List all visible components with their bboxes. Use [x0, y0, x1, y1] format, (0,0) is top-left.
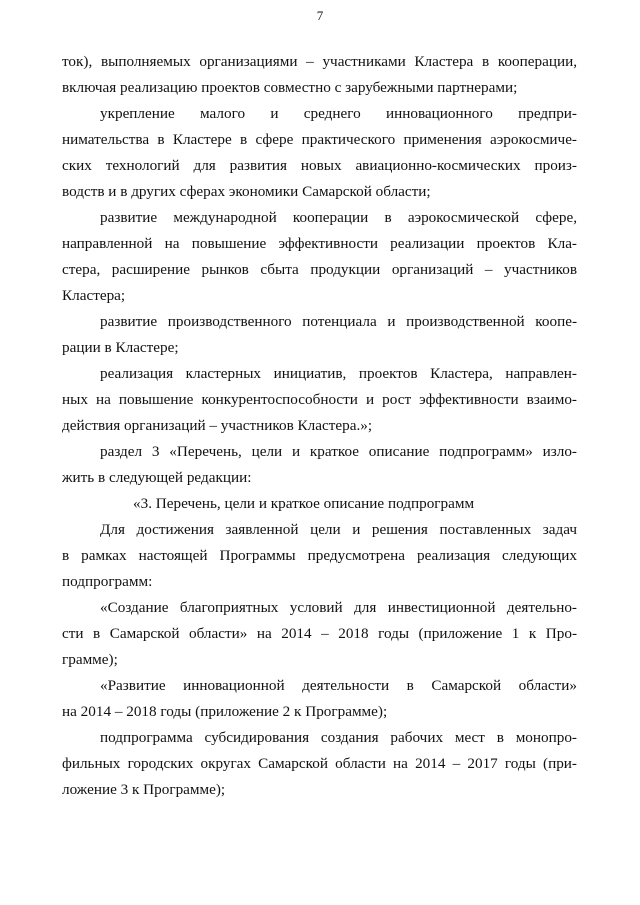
- paragraph: [62, 49, 577, 101]
- text-line: Для достижения заявленной цели и решения поставленных задач: [100, 521, 577, 538]
- page-number: 7: [316, 8, 324, 23]
- text-line: стера, расширение рынков сбыта продукции организаций – участников: [62, 261, 577, 278]
- text-line: подпрограмма субсидирования создания рабочих мест в монопро-: [100, 729, 577, 746]
- text-line: действия организаций – участников Кластера.»;: [62, 417, 373, 434]
- text-line: направленной на повышение эффективности реализации проектов Кла-: [62, 235, 577, 252]
- text-line: на 2014 – 2018 годы (приложение 2 к Программе);: [62, 703, 388, 720]
- paragraph: [62, 517, 577, 595]
- text-line: жить в следующей редакции:: [62, 469, 252, 486]
- text-line: ток), выполняемых организациями – участниками Кластера в кооперации,: [62, 53, 577, 70]
- text-line: сти в Самарской области» на 2014 – 2018 годы (приложение 1 к Про-: [62, 625, 577, 642]
- text-line: водств и в других сферах экономики Самарской области;: [62, 183, 431, 200]
- text-line: «Создание благоприятных условий для инвестиционной деятельно-: [100, 599, 577, 616]
- text-line: реализация кластерных инициатив, проектов Кластера, направлен-: [100, 365, 577, 382]
- paragraph: [62, 309, 577, 361]
- text-line: развитие международной кооперации в аэрокосмической сфере,: [100, 209, 577, 226]
- text-line: фильных городских округах Самарской области на 2014 – 2017 годы (при-: [62, 755, 577, 772]
- text-line: развитие производственного потенциала и производственной коопе-: [100, 313, 577, 330]
- document-body: [62, 49, 577, 803]
- section-title: «3. Перечень, цели и краткое описание подпрограмм: [133, 495, 475, 512]
- text-line: «Развитие инновационной деятельности в Самарской области»: [100, 677, 577, 694]
- text-line: нимательства в Кластере в сфере практического применения аэрокосмиче-: [62, 131, 577, 148]
- text-line: укрепление малого и среднего инновационного предпри-: [100, 105, 577, 122]
- text-line: рации в Кластере;: [62, 339, 179, 356]
- text-line: раздел 3 «Перечень, цели и краткое описание подпрограмм» изло-: [100, 443, 577, 460]
- paragraph: [62, 361, 577, 439]
- paragraph: [62, 725, 577, 803]
- paragraph: [62, 439, 577, 491]
- text-line: ских технологий для развития новых авиационно-космических произ-: [62, 157, 577, 174]
- paragraph: [62, 673, 577, 725]
- paragraph: [62, 205, 577, 309]
- paragraph: [62, 595, 577, 673]
- text-line: ложение 3 к Программе);: [62, 781, 226, 798]
- text-line: подпрограмм:: [62, 573, 153, 590]
- text-line: ных на повышение конкурентоспособности и рост эффективности взаимо-: [62, 391, 577, 408]
- text-line: грамме);: [62, 651, 118, 668]
- text-line: включая реализацию проектов совместно с зарубежными партнерами;: [62, 79, 518, 96]
- text-line: Кластера;: [62, 287, 126, 304]
- text-line: в рамках настоящей Программы предусмотрена реализация следующих: [62, 547, 577, 564]
- paragraph: [62, 101, 577, 205]
